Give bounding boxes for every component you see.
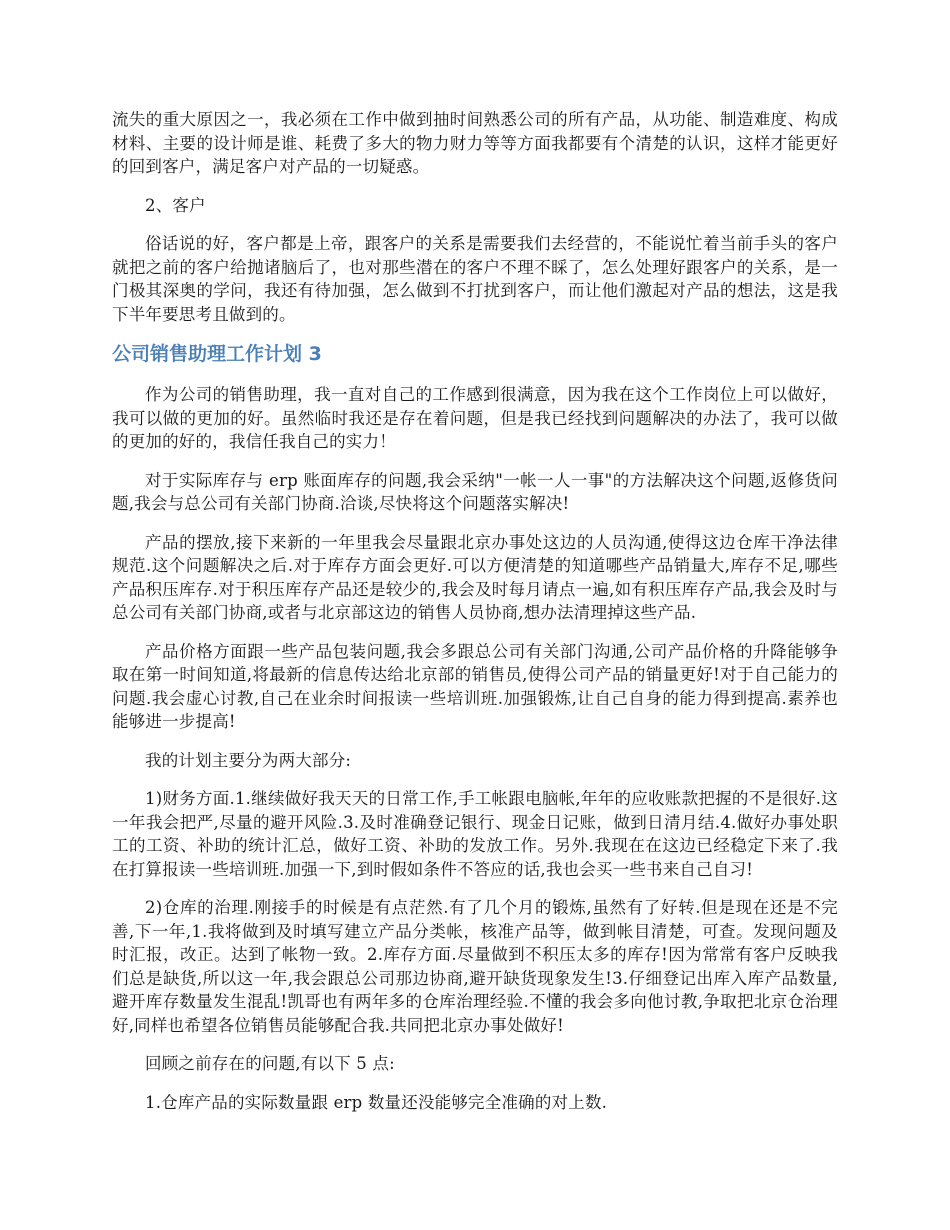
paragraph-product-pricing: 产品价格方面跟一些产品包装问题,我会多跟总公司有关部门沟通,公司产品价格的升降能够争取在第一时间知道,将最新的信息传达给北京部的销售员,使得公司产品的销量更好!对于自己能力的问题.我会虚心讨教,自己在业余时间报读一些培训班.加强锻炼,让自己自身的能力得到提高.素养也能够进一步提高! [112,641,838,731]
paragraph-plan-intro: 我的计划主要分为两大部分: [145,750,352,770]
paragraph-product-placement: 产品的摆放,接下来新的一年里我会尽量跟北京办事处这边的人员沟通,使得这边仓库干净法律规范.这个问题解决之后.对于库存方面会更好.可以方便清楚的知道哪些产品销量大,库存不足,哪些产品积压库存.对于积压库存产品还是较少的,我会及时每月请点一遍,如有积压库存产品,我会及时与总公司有关部门协商,或者与北京部这边的销售人员协商,想办法清理掉这些产品. [112,532,838,622]
paragraph-finance-plan: 1)财务方面.1.继续做好我天天的日常工作,手工帐跟电脑帐,年年的应收账款把握的不是很好.这一年我会把严,尽量的避开风险.3.及时准确登记银行、现金日记账，做到日清月结.4.做好办事处职工的工资、补助的统计汇总，做好工资、补助的发放工作。另外.我现在在这边已经稳定下来了.我在打算报读一些培训班.加强一下,到时假如条件不答应的话,我也会买一些书来自己自习! [112,789,838,879]
paragraph-intro-continuation: 流失的重大原因之一，我必须在工作中做到抽时间熟悉公司的所有产品，从功能、制造难度、构成材料、主要的设计师是谁、耗费了多大的物力财力等等方面我都要有个清楚的认识，这样才能更好的回到客户，满足客户对产品的一切疑惑。 [112,110,838,176]
section-heading: 公司销售助理工作计划 3 [112,343,322,365]
paragraph-customer-relations: 俗话说的好，客户都是上帝，跟客户的关系是需要我们去经营的，不能说忙着当前手头的客户就把之前的客户给抛诸脑后了，也对那些潜在的客户不理不睬了，怎么处理好跟客户的关系，是一门极其深奥的学问，我还有待加强，怎么做到不打扰到客户，而让他们激起对产品的想法，这是我下半年要思考且做到的。 [112,234,838,324]
paragraph-warehouse-plan: 2)仓库的治理.刚接手的时候是有点茫然.有了几个月的锻炼,虽然有了好转.但是现在还是不完善,下一年,1.我将做到及时填写建立产品分类帐，核准产品等，做到帐目清楚，可查。发现问题及时汇报，改正。达到了帐物一致。2.库存方面.尽量做到不积压太多的库存!因为常常有客户反映我们总是缺货,所以这一年,我会跟总公司那边协商,避开缺货现象发生!3.仔细登记出库入库产品数量,避开库存数量发生混乱!凯哥也有两年多的仓库治理经验.不懂的我会多向他讨教,争取把北京仓治理好,同样也希望各位销售员能够配合我.共同把北京办事处做好! [112,898,838,1035]
paragraph-review-item-1: 1.仓库产品的实际数量跟 erp 数量还没能够完全准确的对上数. [145,1092,608,1112]
paragraph-inventory-erp: 对于实际库存与 erp 账面库存的问题,我会采纳"一帐一人一事"的方法解决这个问题,返修货问题,我会与总公司有关部门协商.洽谈,尽快将这个问题落实解决! [112,470,838,513]
paragraph-role-satisfaction: 作为公司的销售助理，我一直对自己的工作感到很满意，因为我在这个工作岗位上可以做好，我可以做的更加的好。虽然临时我还是存在着问题，但是我已经找到问题解决的办法了，我可以做的更加的好的，我信任我自己的实力！ [112,385,838,451]
paragraph-review-intro: 回顾之前存在的问题,有以下 5 点: [145,1054,395,1073]
paragraph-customer-subheading: 2、客户 [145,195,206,215]
